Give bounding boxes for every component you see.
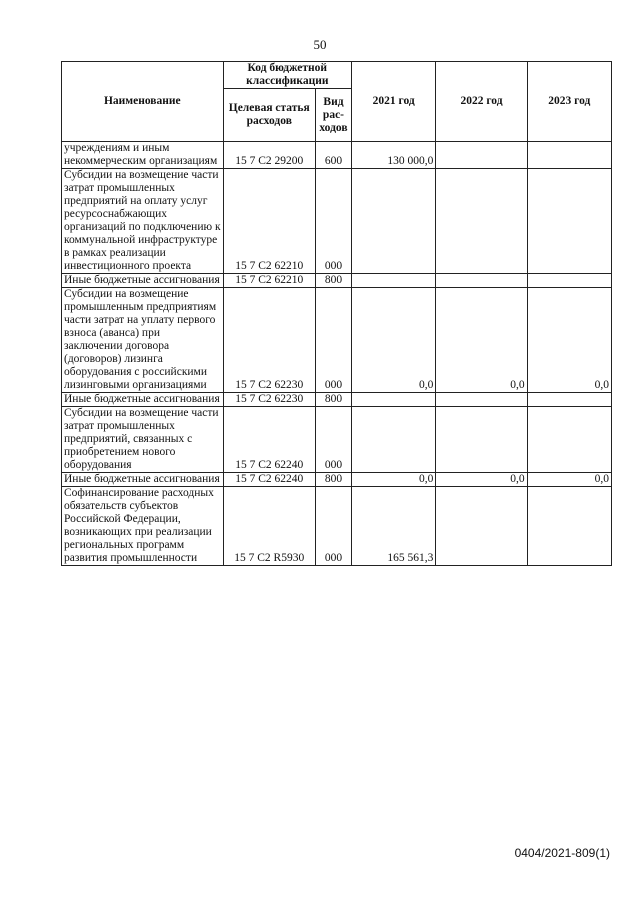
cell-name: Иные бюджетные ассигнования (62, 393, 224, 407)
cell-y2022 (436, 274, 527, 288)
cell-y2023 (527, 169, 611, 274)
cell-y2021 (352, 274, 436, 288)
cell-name: Иные бюджетные ассигнования (62, 274, 224, 288)
table-row (62, 142, 612, 169)
cell-name: учреждениям и иным некоммерческим организациям (62, 142, 224, 169)
cell-y2022 (436, 393, 527, 407)
cell-name: Субсидии на возмещение части затрат промышленных предприятий на оплату услуг ресурсоснабжающих организаций по подключению к коммунальной инфраструктуре в рамках реализации инвестиционного проекта (62, 169, 224, 274)
header-name: Наименование (62, 62, 224, 142)
table-row (62, 169, 612, 274)
cell-y2023 (527, 393, 611, 407)
cell-y2021: 130 000,0 (352, 142, 436, 169)
cell-y2022: 0,0 (436, 473, 527, 487)
cell-y2022: 0,0 (436, 288, 527, 393)
cell-name: Субсидии на возмещение части затрат промышленных предприятий, связанных с приобретением нового оборудования (62, 407, 224, 473)
cell-vid: 000 (315, 407, 351, 473)
cell-y2023: 0,0 (527, 473, 611, 487)
cell-code: 15 7 С2 62240 (223, 473, 315, 487)
cell-vid: 000 (315, 288, 351, 393)
cell-y2022 (436, 142, 527, 169)
cell-code: 15 7 С2 29200 (223, 142, 315, 169)
header-row (62, 62, 612, 89)
table-row (62, 487, 612, 566)
cell-vid: 800 (315, 393, 351, 407)
cell-code: 15 7 С2 62230 (223, 393, 315, 407)
table-row (62, 407, 612, 473)
cell-code: 15 7 С2 62210 (223, 274, 315, 288)
table-row (62, 288, 612, 393)
cell-code: 15 7 С2 62230 (223, 288, 315, 393)
document-code: 0404/2021-809(1) (514, 846, 610, 860)
cell-vid: 800 (315, 473, 351, 487)
table-row (62, 274, 612, 288)
cell-y2023 (527, 407, 611, 473)
cell-y2023 (527, 142, 611, 169)
cell-vid: 000 (315, 169, 351, 274)
header-2023: 2023 год (527, 62, 611, 142)
header-expense-type: Вид рас-ходов (315, 89, 351, 142)
cell-y2023 (527, 274, 611, 288)
table-row (62, 473, 612, 487)
cell-y2022 (436, 407, 527, 473)
header-2021: 2021 год (352, 62, 436, 142)
page-number: 50 (313, 37, 327, 52)
cell-y2021 (352, 393, 436, 407)
table-row (62, 393, 612, 407)
cell-code: 15 7 С2 62240 (223, 407, 315, 473)
cell-vid: 800 (315, 274, 351, 288)
cell-y2023 (527, 487, 611, 566)
header-target-article: Целевая статья расходов (223, 89, 315, 142)
cell-y2022 (436, 169, 527, 274)
cell-name: Софинансирование расходных обязательств субъектов Российской Федерации, возникающих при реализации региональных программ развития промышленности (62, 487, 224, 566)
cell-y2021: 0,0 (352, 288, 436, 393)
cell-y2021 (352, 169, 436, 274)
cell-vid: 600 (315, 142, 351, 169)
cell-y2021 (352, 407, 436, 473)
cell-y2021: 165 561,3 (352, 487, 436, 566)
budget-table (61, 61, 612, 566)
cell-name: Субсидии на возмещение промышленным предприятиям части затрат на уплату первого взноса (аванса) при заключении договора (договоров) лизинга оборудования с российскими лизинговыми организациями (62, 288, 224, 393)
cell-y2022 (436, 487, 527, 566)
cell-name: Иные бюджетные ассигнования (62, 473, 224, 487)
cell-vid: 000 (315, 487, 351, 566)
header-code-group: Код бюджетной классификации (223, 62, 351, 89)
header-2022: 2022 год (436, 62, 527, 142)
cell-y2023: 0,0 (527, 288, 611, 393)
cell-code: 15 7 С2 R5930 (223, 487, 315, 566)
cell-y2021: 0,0 (352, 473, 436, 487)
cell-code: 15 7 С2 62210 (223, 169, 315, 274)
